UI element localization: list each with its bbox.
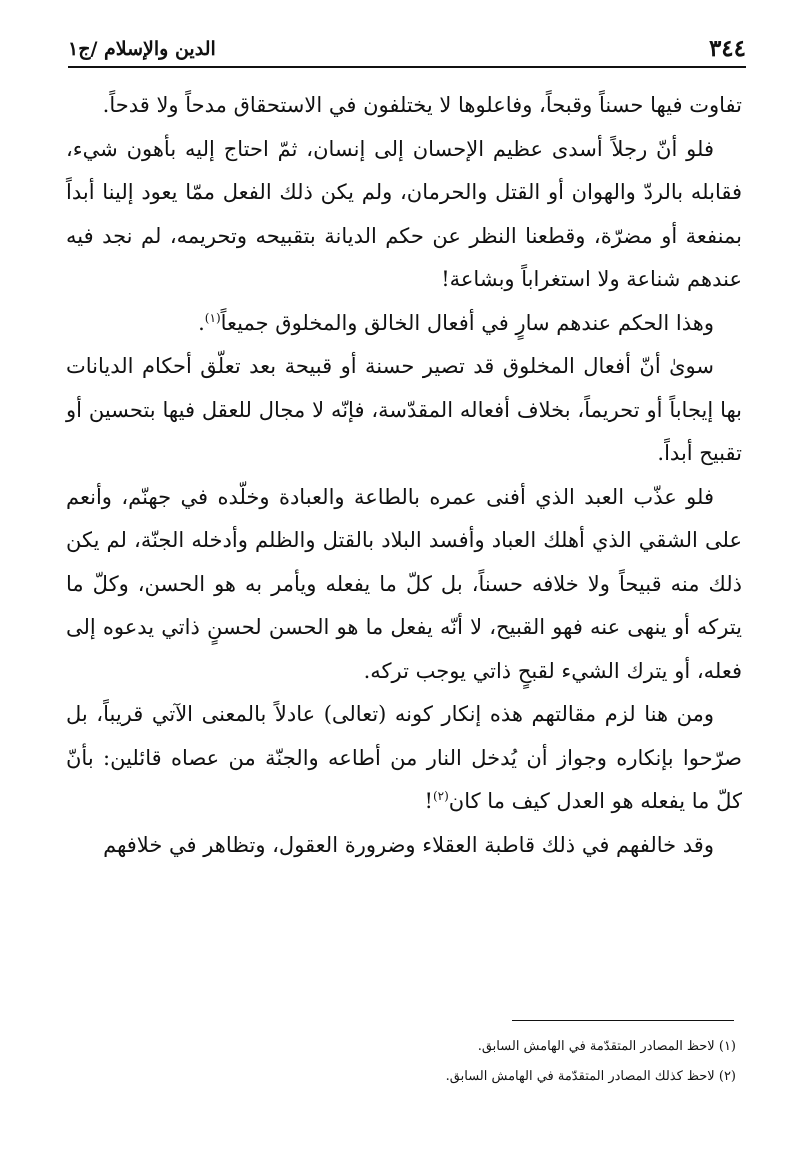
paragraph-4: سوىٰ أنّ أفعال المخلوق قد تصير حسنة أو قبيحة بعد تعلّق أحكام الديانات بها إيجاباً أو تحريماً، بخلاف أفعاله المقدّسة، فإنّه لا مجال للعقل فيها بتحسين أو تقبيح أبداً. xyxy=(66,354,742,465)
paragraph-5: فلو عذّب العبد الذي أفنى عمره بالطاعة والعبادة وخلّده في جهنّم، وأنعم على الشقي الذي أهلك العباد وأفسد البلاد بالقتل والظلم وأدخله الجنّة، لم يكن ذلك منه قبيحاً ولا خلافه حسناً، بل كلّ ما يفعله ويأمر به هو الحسن، وكلّ ما يتركه أو ينهى عنه فهو القبيح، لا أنّه يفعل ما هو الحسن لحسنٍ ذاتي يدعوه إلى فعله، أو يترك الشيء لقبحٍ ذاتي يوجب تركه. xyxy=(66,484,742,683)
footnotes xyxy=(66,1032,736,1092)
paragraph-3 xyxy=(66,302,742,346)
footnote-1: (١) لاحظ المصادر المتقدّمة في الهامش السابق. xyxy=(477,1039,736,1054)
paragraph-3-end: . xyxy=(198,310,205,335)
page-number: ٣٤٤ xyxy=(708,35,746,62)
header-divider xyxy=(68,66,746,68)
paragraph-7: وقد خالفهم في ذلك قاطبة العقلاء وضرورة العقول، وتظاهر في خلافهم xyxy=(103,832,714,857)
paragraph-6 xyxy=(66,693,742,824)
page-header xyxy=(68,26,746,64)
body-text xyxy=(66,84,742,867)
paragraph-3-text: وهذا الحكم عندهم سارٍ في أفعال الخالق والمخلوق جميعاً xyxy=(220,310,714,335)
footnote-ref-1: (١) xyxy=(204,310,221,325)
paragraph-6-end: ! xyxy=(424,789,433,813)
footnote-2: (٢) لاحظ كذلك المصادر المتقدّمة في الهامش السابق. xyxy=(445,1069,736,1084)
footnote-ref-2: (٢) xyxy=(432,789,449,803)
footnote-divider xyxy=(512,1020,734,1021)
running-title: الدين والإسلام /ج١ xyxy=(68,38,216,60)
paragraph-6-text: ومن هنا لزم مقالتهم هذه إنكار كونه (تعالى) عادلاً بالمعنى الآتي قريباً، بل صرّحوا بإنكاره وجواز أن يُدخل النار من أطاعه والجنّة من عصاه قائلين: بأنّ كلّ ما يفعله هو العدل كيف ما كان xyxy=(66,702,742,813)
paragraph-1: تفاوت فيها حسناً وقبحاً، وفاعلوها لا يختلفون في الاستحقاق مدحاً ولا قدحاً. xyxy=(102,93,742,117)
paragraph-2: فلو أنّ رجلاً أسدى عظيم الإحسان إلى إنسان، ثمّ احتاج إليه بأهون شيء، فقابله بالردّ والهوان أو القتل والحرمان، ولم يكن ذلك الفعل ممّا يعود إلينا أبداً بمنفعة أو مضرّة، وقطعنا النظر عن حكم الديانة بتقبيحه وتحريمه، لم نجد فيه عندهم شناعة ولا استغراباً وبشاعة! xyxy=(66,136,742,291)
